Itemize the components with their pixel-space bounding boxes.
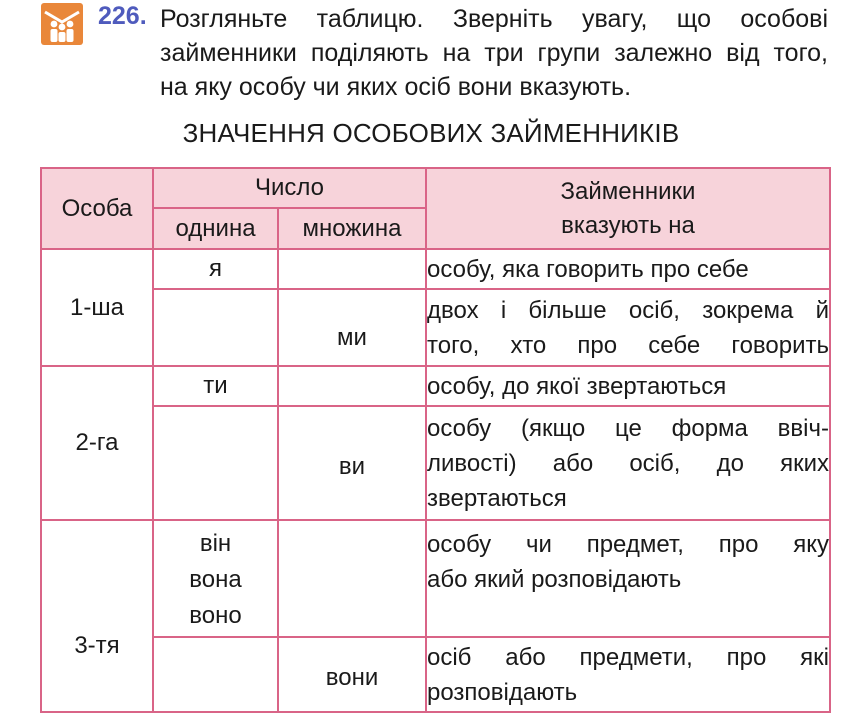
table-row	[41, 289, 830, 366]
desc-line: або який розповідають	[427, 566, 682, 593]
header-person: Особа	[41, 168, 153, 249]
header-points-to	[426, 168, 830, 249]
plural-cell: ми	[278, 289, 426, 366]
pronoun-table	[40, 167, 831, 713]
desc-line: ливості) або осіб, до яких	[427, 449, 829, 477]
singular-cell: ти	[153, 366, 278, 406]
header-row	[41, 168, 830, 208]
desc-line: особу, яка говорить про себе	[427, 255, 749, 283]
person-cell: 1-ша	[41, 249, 153, 366]
exercise-text-line: Розгляньте таблицю. Зверніть увагу, що особові	[160, 5, 828, 33]
desc-line: осіб або предмети, про які	[427, 643, 829, 671]
singular-cell	[153, 289, 278, 366]
desc-line: особу чи предмет, про яку	[427, 531, 829, 558]
desc-cell	[426, 406, 830, 520]
desc-cell	[426, 249, 830, 289]
plural-cell	[278, 520, 426, 637]
exercise-number: 226.	[98, 2, 147, 30]
table-row	[41, 366, 830, 406]
plural-cell: вони	[278, 637, 426, 712]
desc-cell	[426, 289, 830, 366]
desc-line: звертаються	[427, 484, 567, 512]
singular-cell: я	[153, 249, 278, 289]
exercise-text-line: займенники поділяють на три групи залежно від того,	[160, 39, 828, 67]
desc-line: розповідають	[427, 678, 578, 706]
plural-cell	[278, 249, 426, 289]
table-row	[41, 520, 830, 637]
table-row	[41, 249, 830, 289]
singular-cell	[153, 406, 278, 520]
singular-word: він	[199, 530, 232, 557]
exercise-text	[160, 2, 828, 104]
singular-cell	[153, 520, 278, 637]
people-group-icon	[40, 2, 84, 46]
desc-cell	[426, 520, 830, 637]
desc-line: особу (якщо це форма ввіч-	[427, 414, 829, 442]
header-number: Число	[153, 168, 426, 208]
person-cell: 3-тя	[41, 520, 153, 712]
desc-line: того, хто про себе говорить	[427, 331, 829, 359]
header-singular: однина	[153, 208, 278, 249]
desc-cell	[426, 366, 830, 406]
exercise-text-line: на яку особу чи яких осіб вони вказують.	[160, 73, 632, 101]
table-title: ЗНАЧЕННЯ ОСОБОВИХ ЗАЙМЕННИКІВ	[182, 118, 680, 148]
singular-cell	[153, 637, 278, 712]
table-row	[41, 637, 830, 712]
header-plural: множина	[278, 208, 426, 249]
plural-cell: ви	[278, 406, 426, 520]
desc-line: двох і більше осіб, зокрема й	[427, 296, 829, 324]
header-points-to-line: Займенники	[560, 177, 696, 205]
plural-cell	[278, 366, 426, 406]
table-row	[41, 406, 830, 520]
desc-line: особу, до якої звертаються	[427, 372, 727, 400]
singular-word: вона	[189, 566, 242, 593]
singular-word: воно	[189, 602, 242, 629]
header-points-to-line: вказують на	[561, 211, 695, 239]
person-cell: 2-га	[41, 366, 153, 520]
desc-cell	[426, 637, 830, 712]
